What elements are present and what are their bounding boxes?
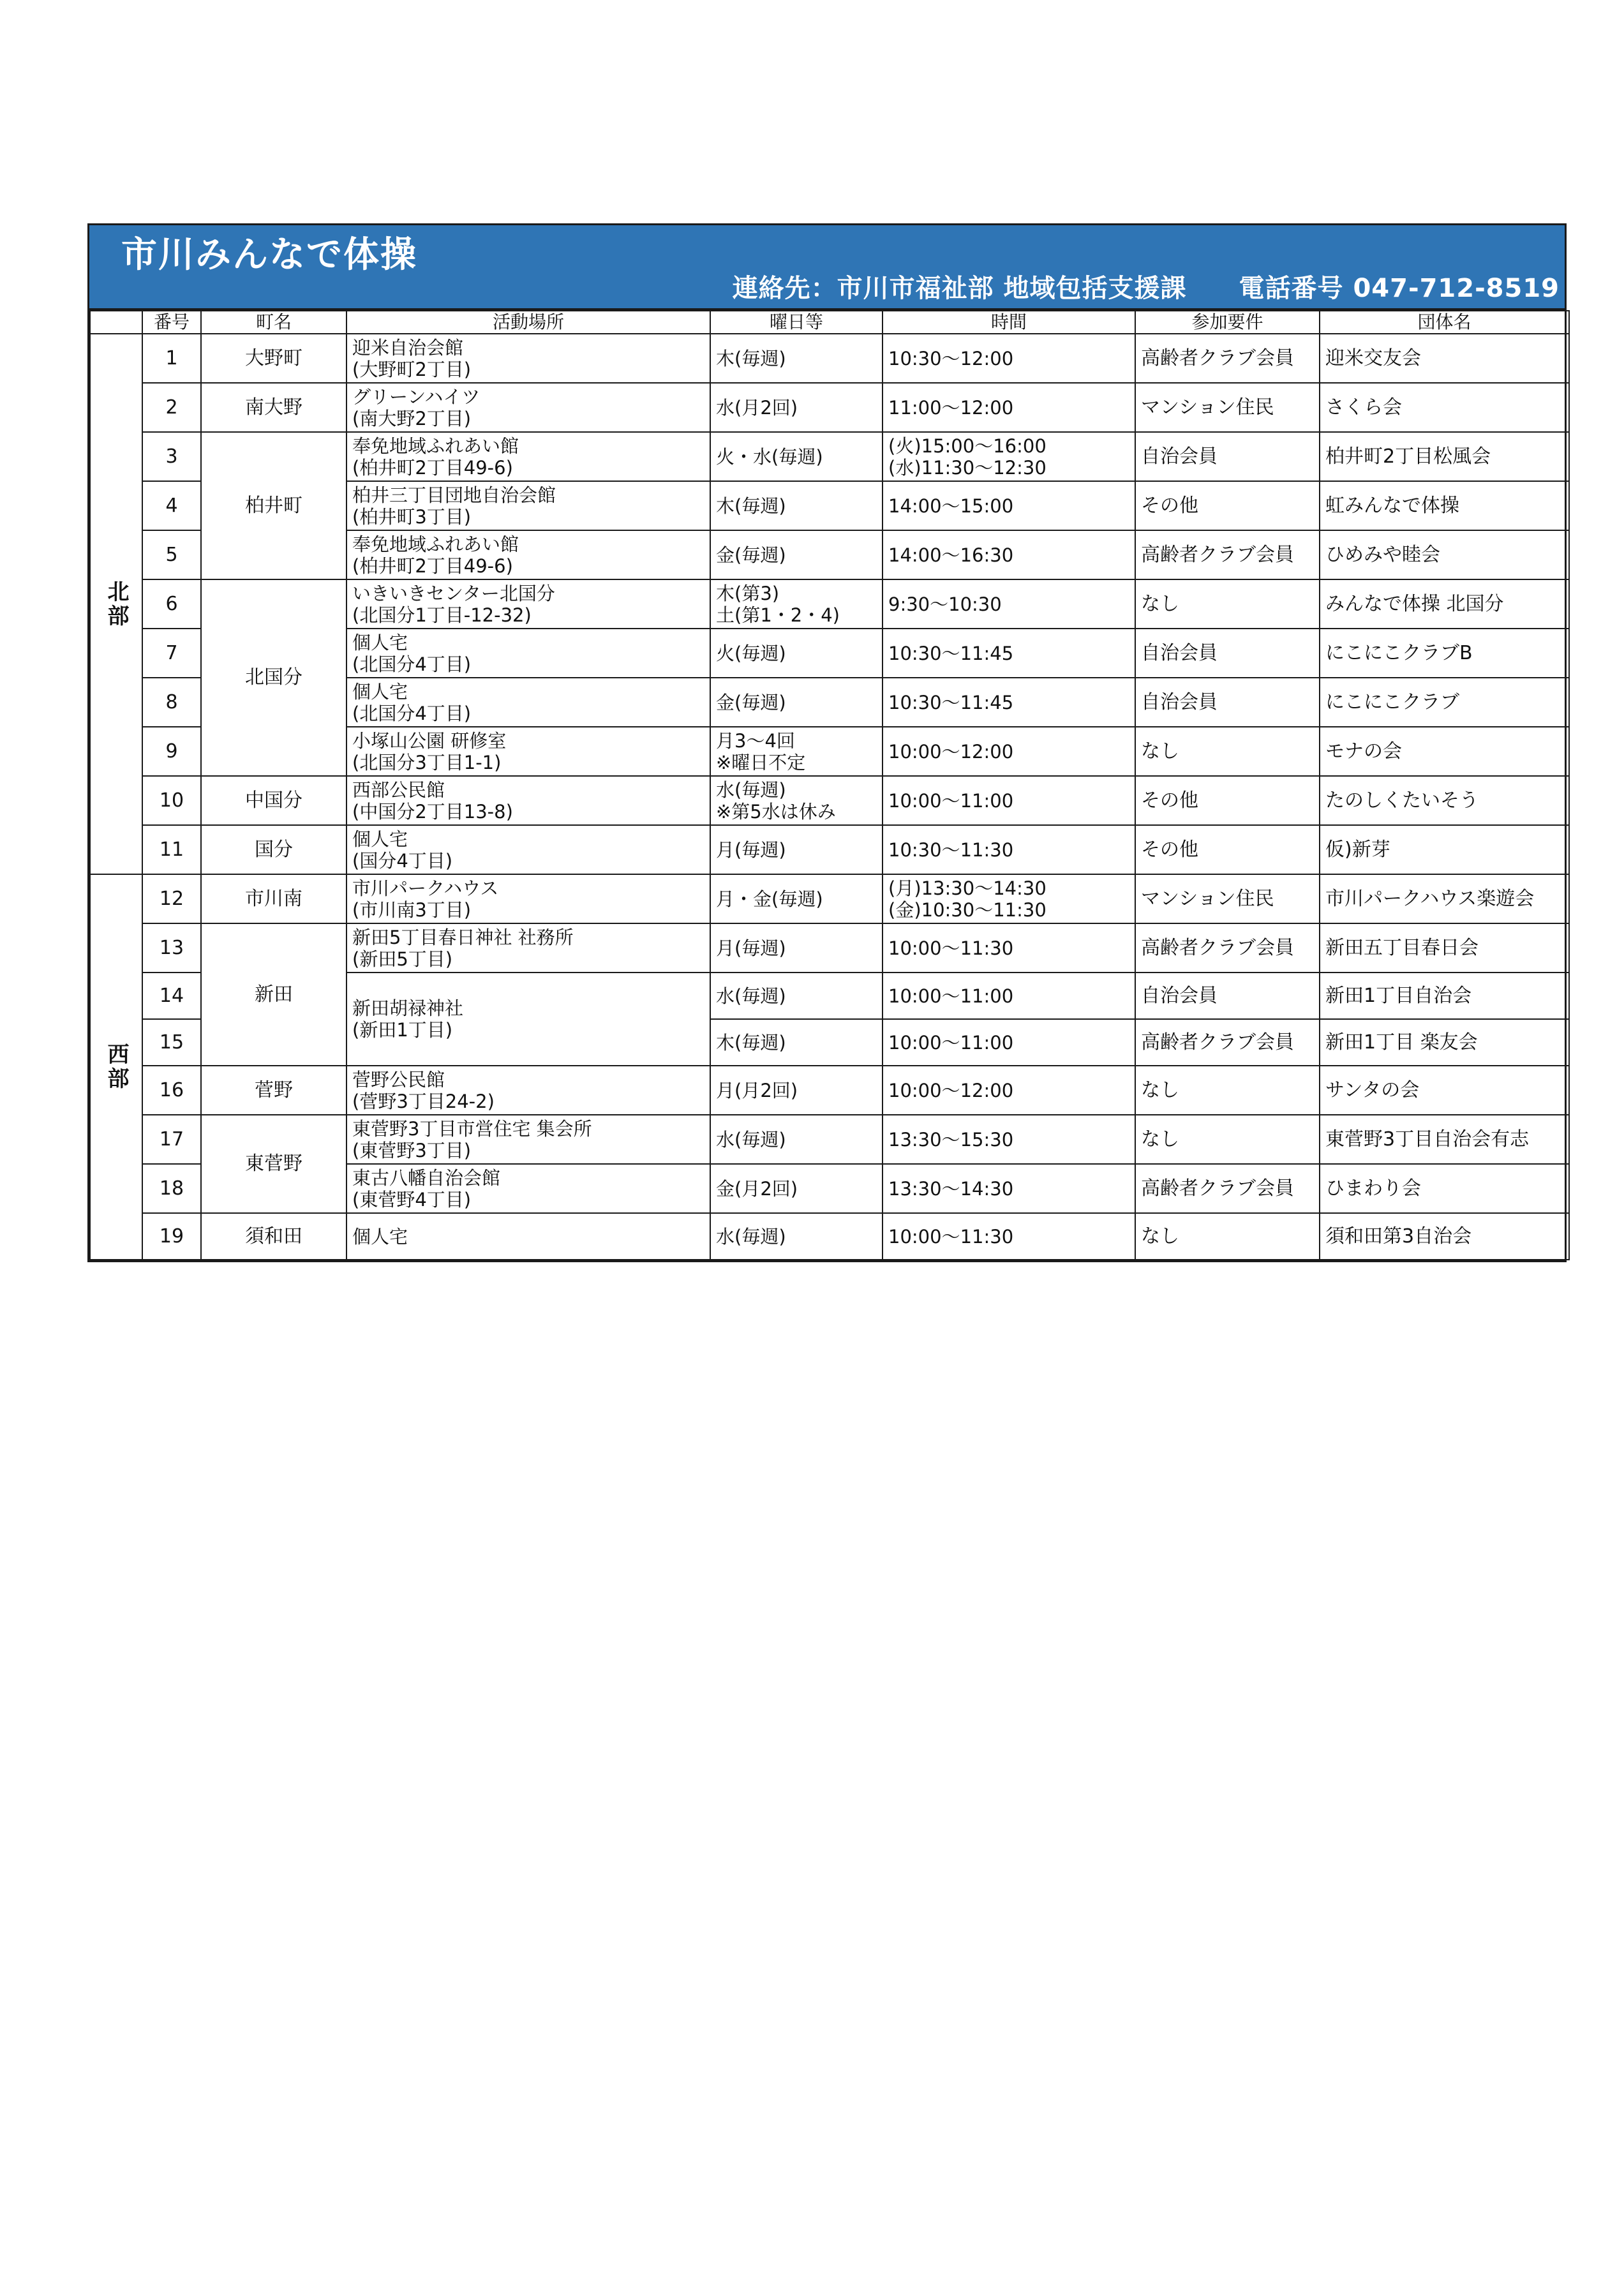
region-cell: 西部 <box>90 874 142 1260</box>
place-cell <box>346 973 710 1066</box>
place-cell <box>346 1115 710 1164</box>
group-cell: さくら会 <box>1320 383 1569 432</box>
place-cell <box>346 1066 710 1115</box>
place-address: (北国分1丁目-12-32) <box>352 604 532 626</box>
time-text: 13:30～14:30 <box>888 1177 1014 1200</box>
group-cell: 迎米交友会 <box>1320 334 1569 383</box>
number-cell: 6 <box>142 579 201 629</box>
day-text: 水(毎週) <box>716 1225 786 1248</box>
title-banner <box>89 225 1565 310</box>
number-cell: 1 <box>142 334 201 383</box>
table-row <box>90 432 1569 481</box>
header-place: 活動場所 <box>346 311 710 334</box>
requirement-cell: 高齢者クラブ会員 <box>1135 334 1320 383</box>
group-cell: 虹みんなで体操 <box>1320 481 1569 530</box>
place-cell <box>346 383 710 432</box>
day-cell <box>710 1164 883 1213</box>
time-text: 14:00～15:00 <box>888 495 1014 517</box>
day-text: 火(毎週) <box>716 642 786 664</box>
time-cell <box>883 776 1135 825</box>
table-row <box>90 874 1569 923</box>
place-cell <box>346 727 710 776</box>
place-cell <box>346 1164 710 1213</box>
time-cell <box>883 825 1135 874</box>
day-cell <box>710 629 883 678</box>
place-cell <box>346 776 710 825</box>
day-cell <box>710 1213 883 1260</box>
day-text: 月(月2回) <box>716 1079 798 1101</box>
time-cell <box>883 678 1135 727</box>
number-cell: 14 <box>142 973 201 1019</box>
day-cell <box>710 678 883 727</box>
header-requirement: 参加要件 <box>1135 311 1320 334</box>
time-cell <box>883 973 1135 1019</box>
time-text: 10:00～11:30 <box>888 937 1014 959</box>
time-text: 10:30～11:30 <box>888 839 1014 861</box>
header-town: 町名 <box>201 311 346 334</box>
table-row <box>90 383 1569 432</box>
header-row <box>90 311 1569 334</box>
time-cell <box>883 383 1135 432</box>
time-cell <box>883 1213 1135 1260</box>
day-cell <box>710 825 883 874</box>
day-note: ※曜日不定 <box>716 751 806 773</box>
group-cell: たのしくたいそう <box>1320 776 1569 825</box>
day-text: 金(毎週) <box>716 544 786 566</box>
table-row <box>90 776 1569 825</box>
requirement-cell: なし <box>1135 1115 1320 1164</box>
time-cell <box>883 530 1135 579</box>
number-cell: 11 <box>142 825 201 874</box>
place-address: (菅野3丁目24-2) <box>352 1090 495 1112</box>
time-text: (月)13:30～14:30 <box>888 877 1047 899</box>
day-cell <box>710 923 883 973</box>
place-name: 奉免地域ふれあい館 <box>352 533 519 555</box>
number-cell: 9 <box>142 727 201 776</box>
number-cell: 5 <box>142 530 201 579</box>
requirement-cell: マンション住民 <box>1135 383 1320 432</box>
requirement-cell: 高齢者クラブ会員 <box>1135 923 1320 973</box>
time-cell <box>883 334 1135 383</box>
contact-info: 連絡先：市川市福祉部 地域包括支援課 電話番号 047-712-8519 <box>732 274 1560 303</box>
day-text: 木(毎週) <box>716 1031 786 1054</box>
day-cell <box>710 1115 883 1164</box>
time-text: 10:00～12:00 <box>888 1079 1014 1101</box>
place-address: (新田1丁目) <box>352 1019 453 1041</box>
place-name: 迎米自治会館 <box>352 336 464 359</box>
place-cell <box>346 334 710 383</box>
number-cell: 10 <box>142 776 201 825</box>
day-cell <box>710 481 883 530</box>
day-cell <box>710 334 883 383</box>
group-cell: ひまわり会 <box>1320 1164 1569 1213</box>
day-cell <box>710 776 883 825</box>
group-cell: にこにこクラブ <box>1320 678 1569 727</box>
time-text: 10:30～11:45 <box>888 642 1014 664</box>
town-cell: 南大野 <box>201 383 346 432</box>
place-cell <box>346 579 710 629</box>
group-cell: ひめみや睦会 <box>1320 530 1569 579</box>
day-text: 金(月2回) <box>716 1177 798 1200</box>
time-text: 10:30～12:00 <box>888 347 1014 369</box>
place-name: いきいきセンター北国分 <box>352 582 555 604</box>
place-address: (東菅野4丁目) <box>352 1188 472 1211</box>
group-cell: 東菅野3丁目自治会有志 <box>1320 1115 1569 1164</box>
town-cell: 須和田 <box>201 1213 346 1260</box>
day-text: 金(毎週) <box>716 691 786 713</box>
town-cell: 中国分 <box>201 776 346 825</box>
table-row <box>90 334 1569 383</box>
day-text: 木(第3) <box>716 582 780 604</box>
group-cell: 市川パークハウス楽遊会 <box>1320 874 1569 923</box>
number-cell: 17 <box>142 1115 201 1164</box>
place-address: (北国分4丁目) <box>352 653 472 675</box>
town-cell: 市川南 <box>201 874 346 923</box>
time-text: 10:00～11:00 <box>888 985 1014 1007</box>
requirement-cell: マンション住民 <box>1135 874 1320 923</box>
town-cell: 国分 <box>201 825 346 874</box>
place-address: (南大野2丁目) <box>352 407 472 429</box>
number-cell: 2 <box>142 383 201 432</box>
group-cell: にこにこクラブB <box>1320 629 1569 678</box>
table-body <box>90 334 1569 1260</box>
table-row <box>90 923 1569 973</box>
place-address: (柏井町2丁目49-6) <box>352 555 513 577</box>
number-cell: 4 <box>142 481 201 530</box>
town-cell: 新田 <box>201 923 346 1066</box>
place-name: グリーンハイツ <box>352 385 480 408</box>
place-name: 市川パークハウス <box>352 877 499 899</box>
day-text: 月3～4回 <box>716 729 795 752</box>
place-cell <box>346 432 710 481</box>
time-cell <box>883 579 1135 629</box>
place-name: 個人宅 <box>352 631 408 653</box>
requirement-cell: 自治会員 <box>1135 973 1320 1019</box>
requirement-cell: その他 <box>1135 481 1320 530</box>
group-cell: 柏井町2丁目松風会 <box>1320 432 1569 481</box>
schedule-table <box>89 310 1570 1260</box>
time-text-2: (水)11:30～12:30 <box>888 456 1047 479</box>
requirement-cell: なし <box>1135 1066 1320 1115</box>
time-text: 13:30～15:30 <box>888 1128 1014 1151</box>
time-text: 10:00～11:30 <box>888 1225 1014 1248</box>
table-row <box>90 825 1569 874</box>
number-cell: 18 <box>142 1164 201 1213</box>
schedule-sheet <box>87 223 1567 1262</box>
place-name: 個人宅 <box>352 828 408 850</box>
place-cell <box>346 923 710 973</box>
time-text-2: (金)10:30～11:30 <box>888 898 1047 921</box>
place-name: 柏井三丁目団地自治会館 <box>352 484 556 506</box>
group-cell: 新田五丁目春日会 <box>1320 923 1569 973</box>
place-name: 新田胡禄神社 <box>352 997 464 1019</box>
place-name: 奉免地域ふれあい館 <box>352 435 519 457</box>
day-text: 水(毎週) <box>716 985 786 1007</box>
time-cell <box>883 629 1135 678</box>
number-cell: 15 <box>142 1019 201 1066</box>
header-time: 時間 <box>883 311 1135 334</box>
header-group: 団体名 <box>1320 311 1569 334</box>
time-text: 9:30～10:30 <box>888 593 1002 615</box>
place-address: (北国分3丁目1-1) <box>352 751 502 773</box>
day-cell <box>710 1019 883 1066</box>
time-text: (火)15:00～16:00 <box>888 435 1047 457</box>
place-name: 菅野公民館 <box>352 1068 445 1091</box>
number-cell: 3 <box>142 432 201 481</box>
day-text: 水(毎週) <box>716 779 786 801</box>
day-text: 木(毎週) <box>716 347 786 369</box>
group-cell: みんなで体操 北国分 <box>1320 579 1569 629</box>
time-cell <box>883 874 1135 923</box>
number-cell: 16 <box>142 1066 201 1115</box>
place-name: 東菅野3丁目市営住宅 集会所 <box>352 1117 592 1140</box>
day-cell <box>710 579 883 629</box>
time-text: 10:30～11:45 <box>888 691 1014 713</box>
requirement-cell: その他 <box>1135 825 1320 874</box>
time-cell <box>883 1115 1135 1164</box>
header-day: 曜日等 <box>710 311 883 334</box>
day-cell <box>710 383 883 432</box>
requirement-cell: 自治会員 <box>1135 629 1320 678</box>
time-cell <box>883 1164 1135 1213</box>
place-address: (市川南3丁目) <box>352 898 472 921</box>
table-row <box>90 1115 1569 1164</box>
place-name: 個人宅 <box>352 680 408 703</box>
number-cell: 8 <box>142 678 201 727</box>
requirement-cell: その他 <box>1135 776 1320 825</box>
town-cell: 大野町 <box>201 334 346 383</box>
time-text: 10:00～11:00 <box>888 789 1014 812</box>
place-cell <box>346 1213 710 1260</box>
place-address: (柏井町3丁目) <box>352 505 472 528</box>
page-title: 市川みんなで体操 <box>121 234 417 276</box>
time-cell <box>883 1066 1135 1115</box>
day-text: 月(毎週) <box>716 839 786 861</box>
place-name: 小塚山公園 研修室 <box>352 729 507 752</box>
place-address: (新田5丁目) <box>352 948 453 970</box>
day-cell <box>710 973 883 1019</box>
day-text: 月(毎週) <box>716 937 786 959</box>
table-row <box>90 1066 1569 1115</box>
table-row <box>90 579 1569 629</box>
requirement-cell: 高齢者クラブ会員 <box>1135 1164 1320 1213</box>
number-cell: 7 <box>142 629 201 678</box>
requirement-cell: 高齢者クラブ会員 <box>1135 530 1320 579</box>
day-cell <box>710 432 883 481</box>
group-cell: 新田1丁目自治会 <box>1320 973 1569 1019</box>
header-region <box>90 311 142 334</box>
number-cell: 13 <box>142 923 201 973</box>
requirement-cell: 自治会員 <box>1135 678 1320 727</box>
place-cell <box>346 530 710 579</box>
day-note: 土(第1・2・4) <box>716 604 840 626</box>
requirement-cell: なし <box>1135 579 1320 629</box>
day-text: 木(毎週) <box>716 495 786 517</box>
time-cell <box>883 432 1135 481</box>
group-cell: 仮)新芽 <box>1320 825 1569 874</box>
place-name: 個人宅 <box>352 1225 408 1248</box>
requirement-cell: 高齢者クラブ会員 <box>1135 1019 1320 1066</box>
place-address: (東菅野3丁目) <box>352 1139 472 1161</box>
region-cell: 北部 <box>90 334 142 874</box>
day-text: 水(月2回) <box>716 396 798 419</box>
day-text: 水(毎週) <box>716 1128 786 1151</box>
place-name: 東古八幡自治会館 <box>352 1167 501 1189</box>
day-cell <box>710 874 883 923</box>
place-cell <box>346 825 710 874</box>
number-cell: 19 <box>142 1213 201 1260</box>
time-text: 14:00～16:30 <box>888 544 1014 566</box>
place-address: (北国分4丁目) <box>352 702 472 724</box>
town-cell: 柏井町 <box>201 432 346 579</box>
header-number: 番号 <box>142 311 201 334</box>
requirement-cell: 自治会員 <box>1135 432 1320 481</box>
day-cell <box>710 727 883 776</box>
day-text: 月・金(毎週) <box>716 888 823 910</box>
place-name: 西部公民館 <box>352 779 445 801</box>
place-cell <box>346 629 710 678</box>
place-name: 新田5丁目春日神社 社務所 <box>352 926 574 948</box>
place-address: (国分4丁目) <box>352 849 453 872</box>
table-row <box>90 1213 1569 1260</box>
town-cell: 東菅野 <box>201 1115 346 1213</box>
group-cell: 新田1丁目 楽友会 <box>1320 1019 1569 1066</box>
group-cell: 須和田第3自治会 <box>1320 1213 1569 1260</box>
place-address: (中国分2丁目13-8) <box>352 800 513 823</box>
place-cell <box>346 678 710 727</box>
day-cell <box>710 1066 883 1115</box>
time-cell <box>883 481 1135 530</box>
place-address: (柏井町2丁目49-6) <box>352 456 513 479</box>
group-cell: モナの会 <box>1320 727 1569 776</box>
time-cell <box>883 727 1135 776</box>
time-text: 11:00～12:00 <box>888 396 1014 419</box>
town-cell: 菅野 <box>201 1066 346 1115</box>
day-text: 火・水(毎週) <box>716 445 823 468</box>
group-cell: サンタの会 <box>1320 1066 1569 1115</box>
place-cell <box>346 874 710 923</box>
time-text: 10:00～11:00 <box>888 1031 1014 1054</box>
place-cell <box>346 481 710 530</box>
time-cell <box>883 923 1135 973</box>
requirement-cell: なし <box>1135 727 1320 776</box>
time-cell <box>883 1019 1135 1066</box>
day-note: ※第5水は休み <box>716 800 836 823</box>
number-cell: 12 <box>142 874 201 923</box>
time-text: 10:00～12:00 <box>888 740 1014 763</box>
requirement-cell: なし <box>1135 1213 1320 1260</box>
day-cell <box>710 530 883 579</box>
town-cell: 北国分 <box>201 579 346 776</box>
place-address: (大野町2丁目) <box>352 358 472 380</box>
